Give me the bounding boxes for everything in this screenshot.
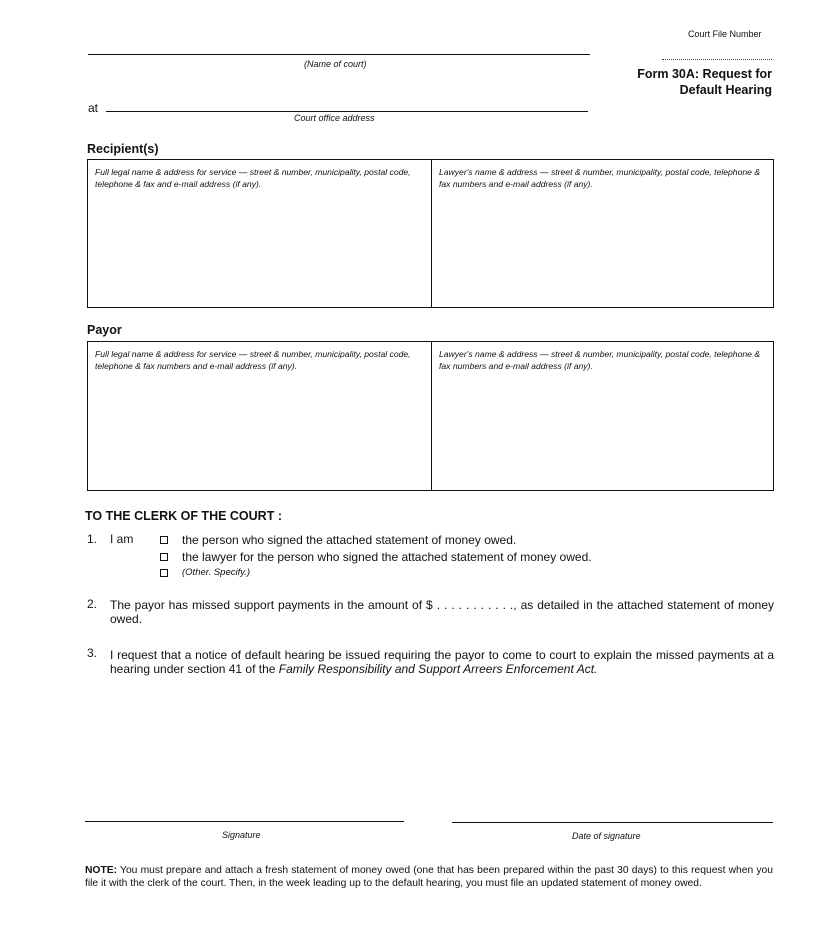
option-lawyer-label: the lawyer for the person who signed the attached statement of money owed. xyxy=(182,550,592,564)
item3-text-before: I request that a notice of default hearing be issued requiring the payor to come to court to explain the missed payments at a hearing under section 41 of the xyxy=(110,648,774,676)
other-checkbox[interactable] xyxy=(160,569,168,577)
recipients-table xyxy=(87,159,774,308)
note xyxy=(85,865,773,890)
item2-number: 2. xyxy=(87,597,98,611)
item1-lead: I am xyxy=(110,532,134,546)
signature-line[interactable] xyxy=(85,821,404,822)
item3-act-name: Family Responsibility and Support Arreers Enforcement Act. xyxy=(278,662,598,676)
lawyer-checkbox[interactable] xyxy=(160,553,168,561)
court-file-number-field[interactable] xyxy=(662,59,772,60)
name-of-court-label: (Name of court) xyxy=(304,59,367,69)
item3-text xyxy=(110,648,774,676)
date-line[interactable] xyxy=(452,822,773,823)
recipient-address-label: Full legal name & address for service — street & number, municipality, postal code, telephone & fax and e-mail address (if any). xyxy=(95,167,411,189)
payor-lawyer-field[interactable] xyxy=(432,342,773,490)
recipient-lawyer-label: Lawyer's name & address — street & number, municipality, postal code, telephone & fax numbers and e-mail address (if any). xyxy=(439,167,761,189)
form-title-line2: Default Hearing xyxy=(679,83,772,97)
item2-text[interactable]: The payor has missed support payments in the amount of $ . . . . . . . . . . ., as detailed in the attached statement of money owed. xyxy=(110,598,774,626)
payor-address-label: Full legal name & address for service — street & number, municipality, postal code, telephone & fax numbers and e-mail address (if any). xyxy=(95,349,411,371)
payor-table xyxy=(87,341,774,491)
item1-number: 1. xyxy=(87,532,98,546)
payor-address-field[interactable] xyxy=(88,342,432,490)
court-file-number-label: Court File Number xyxy=(688,29,762,39)
recipient-lawyer-field[interactable] xyxy=(432,160,773,307)
option-other-label: (Other. Specify.) xyxy=(182,567,251,578)
at-label: at xyxy=(88,101,99,115)
court-address-line[interactable] xyxy=(106,111,588,112)
option-signer-label: the person who signed the attached statement of money owed. xyxy=(182,533,517,547)
form-title xyxy=(637,66,772,98)
note-lead: NOTE: xyxy=(85,865,118,876)
form-title-line1: Form 30A: Request for xyxy=(637,67,772,81)
payor-lawyer-label: Lawyer's name & address — street & number, municipality, postal code, telephone & fax numbers and e-mail address (if any). xyxy=(439,349,761,371)
date-of-signature-label: Date of signature xyxy=(572,831,641,841)
note-text: You must prepare and attach a fresh statement of money owed (one that has been prepared within the past 30 days) to this request when you file it with the clerk of the court. Then, in the week leading up to the default hearing, you must file an updated statement of money owed. xyxy=(85,865,773,889)
recipients-title: Recipient(s) xyxy=(87,142,159,156)
court-name-line[interactable] xyxy=(88,54,590,55)
court-office-address-label: Court office address xyxy=(294,113,375,123)
signature-label: Signature xyxy=(222,830,261,840)
clerk-title: TO THE CLERK OF THE COURT : xyxy=(85,509,282,523)
item3-number: 3. xyxy=(87,646,98,660)
signer-checkbox[interactable] xyxy=(160,536,168,544)
recipient-address-field[interactable] xyxy=(88,160,432,307)
payor-title: Payor xyxy=(87,323,122,337)
